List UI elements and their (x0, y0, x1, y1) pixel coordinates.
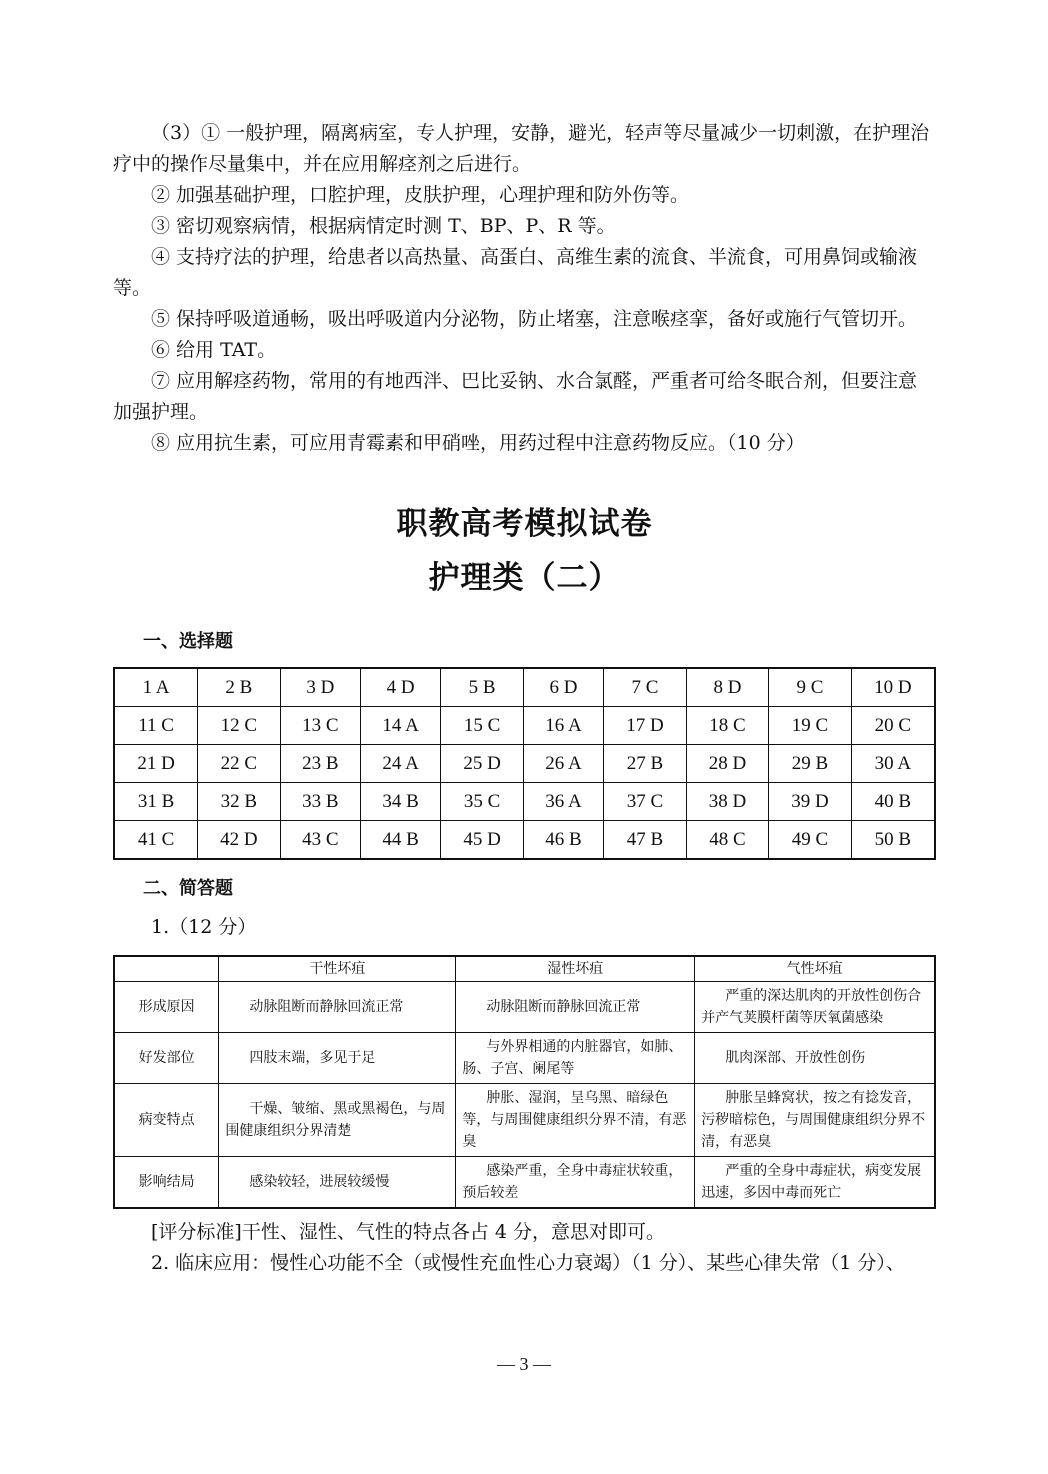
row-header: 形成原因 (114, 982, 219, 1033)
answer-cell: 42 D (198, 821, 281, 860)
answer-cell: 37 C (604, 783, 687, 821)
column-header: 干性坏疽 (219, 956, 456, 982)
answer-cell: 19 C (769, 707, 852, 745)
gangrene-comparison-table (113, 955, 936, 1209)
answer-cell: 2 B (198, 668, 281, 707)
table-row (114, 745, 935, 783)
row-header: 病变特点 (114, 1084, 219, 1157)
answer-cell: 23 B (280, 745, 360, 783)
table-cell: 感染较轻，进展较缓慢 (219, 1157, 456, 1209)
question-2-answer: 2. 临床应用：慢性心功能不全（或慢性充血性心力衰竭）（1 分）、某些心律失常（1 分）、 (151, 1252, 905, 1274)
answer-cell: 17 D (604, 707, 687, 745)
answer-cell: 39 D (769, 783, 852, 821)
answer-3-item-3: ③ 密切观察病情，根据病情定时测 T、BP、P、R 等。 (151, 215, 616, 237)
table-cell: 肌肉深部、开放性创伤 (695, 1033, 935, 1084)
table-cell: 与外界相通的内脏器官，如肺、肠、子宫、阑尾等 (456, 1033, 695, 1084)
answer-cell: 38 D (686, 783, 769, 821)
answer-cell: 18 C (686, 707, 769, 745)
table-row (114, 1084, 935, 1157)
answer-cell: 11 C (114, 707, 198, 745)
answer-cell: 45 D (441, 821, 524, 860)
answer-3-item-5: ⑤ 保持呼吸道通畅，吸出呼吸道内分泌物，防止堵塞，注意喉痉挛，备好或施行气管切开。 (151, 308, 918, 330)
answer-cell: 46 B (523, 821, 603, 860)
answer-cell: 25 D (441, 745, 524, 783)
choice-answer-table (113, 667, 936, 860)
answer-cell: 26 A (523, 745, 603, 783)
answer-cell: 31 B (114, 783, 198, 821)
page-number: — 3 — (497, 1354, 551, 1374)
answer-cell: 27 B (604, 745, 687, 783)
row-header: 影响结局 (114, 1157, 219, 1209)
table-cell: 严重的深达肌肉的开放性创伤合并产气荚膜杆菌等厌氧菌感染 (695, 982, 935, 1033)
answer-cell: 30 A (851, 745, 935, 783)
answer-cell: 32 B (198, 783, 281, 821)
answer-cell: 21 D (114, 745, 198, 783)
table-row (114, 783, 935, 821)
table-cell: 肿胀呈蜂窝状，按之有捻发音，污秽暗棕色，与周围健康组织分界不清，有恶臭 (695, 1084, 935, 1157)
scoring-criteria: [评分标准]干性、湿性、气性的特点各占 4 分，意思对即可。 (151, 1221, 665, 1243)
answer-cell: 5 B (441, 668, 524, 707)
answer-cell: 15 C (441, 707, 524, 745)
answer-cell: 9 C (769, 668, 852, 707)
table-row (114, 821, 935, 860)
question-1-label: 1.（12 分） (151, 916, 257, 938)
page-content (113, 118, 936, 1279)
table-cell: 肿胀、湿润，呈乌黑、暗绿色等，与周围健康组织分界不清，有恶臭 (456, 1084, 695, 1157)
answer-cell: 41 C (114, 821, 198, 860)
answer-cell: 48 C (686, 821, 769, 860)
answer-cell: 7 C (604, 668, 687, 707)
answer-cell: 34 B (360, 783, 440, 821)
table-cell: 四肢末端，多见于足 (219, 1033, 456, 1084)
answer-cell: 28 D (686, 745, 769, 783)
section-choice-heading: 一、选择题 (143, 631, 233, 652)
answer-cell: 33 B (280, 783, 360, 821)
answer-cell: 49 C (769, 821, 852, 860)
column-header: 气性坏疽 (695, 956, 935, 982)
answer-cell: 24 A (360, 745, 440, 783)
answer-cell: 12 C (198, 707, 281, 745)
answer-3-item-6: ⑥ 给用 TAT。 (151, 339, 277, 361)
answer-cell: 44 B (360, 821, 440, 860)
column-header: 湿性坏疽 (456, 956, 695, 982)
column-header (114, 956, 219, 982)
table-row (114, 707, 935, 745)
answer-cell: 10 D (851, 668, 935, 707)
answer-3-item-7: ⑦ 应用解痉药物，常用的有地西泮、巴比妥钠、水合氯醛，严重者可给冬眠合剂，但要注意加强护理。 (113, 370, 918, 423)
answer-3-item-1: （3）① 一般护理，隔离病室，专人护理，安静，避光，轻声等尽量减少一切刺激，在护理治疗中的操作尽量集中，并在应用解痉剂之后进行。 (113, 122, 930, 175)
answer-cell: 13 C (280, 707, 360, 745)
table-cell: 严重的全身中毒症状，病变发展迅速，多因中毒而死亡 (695, 1157, 935, 1209)
table-cell: 动脉阻断而静脉回流正常 (456, 982, 695, 1033)
table-cell: 干燥、皱缩、黑或黑褐色，与周围健康组织分界清楚 (219, 1084, 456, 1157)
answer-cell: 22 C (198, 745, 281, 783)
table-row (114, 1157, 935, 1209)
answer-3-item-4: ④ 支持疗法的护理，给患者以高热量、高蛋白、高维生素的流食、半流食，可用鼻饲或输液等。 (113, 246, 918, 299)
answer-cell: 35 C (441, 783, 524, 821)
answer-cell: 4 D (360, 668, 440, 707)
table-row (114, 1033, 935, 1084)
answer-cell: 16 A (523, 707, 603, 745)
answer-cell: 50 B (851, 821, 935, 860)
answer-cell: 47 B (604, 821, 687, 860)
row-header: 好发部位 (114, 1033, 219, 1084)
answer-cell: 29 B (769, 745, 852, 783)
answer-cell: 43 C (280, 821, 360, 860)
answer-cell: 6 D (523, 668, 603, 707)
exam-subtitle: 护理类（二） (428, 560, 621, 596)
table-cell: 感染严重，全身中毒症状较重，预后较差 (456, 1157, 695, 1209)
exam-title: 职教高考模拟试卷 (396, 506, 653, 542)
answer-cell: 14 A (360, 707, 440, 745)
table-row (114, 982, 935, 1033)
answer-cell: 40 B (851, 783, 935, 821)
answer-cell: 36 A (523, 783, 603, 821)
answer-cell: 3 D (280, 668, 360, 707)
answer-3-item-8: ⑧ 应用抗生素，可应用青霉素和甲硝唑，用药过程中注意药物反应。（10 分） (151, 432, 805, 454)
answer-cell: 1 A (114, 668, 198, 707)
answer-3-item-2: ② 加强基础护理，口腔护理，皮肤护理，心理护理和防外伤等。 (151, 184, 690, 206)
answer-cell: 20 C (851, 707, 935, 745)
section-short-answer-heading: 二、简答题 (143, 878, 233, 899)
answer-cell: 8 D (686, 668, 769, 707)
table-cell: 动脉阻断而静脉回流正常 (219, 982, 456, 1033)
table-row (114, 668, 935, 707)
